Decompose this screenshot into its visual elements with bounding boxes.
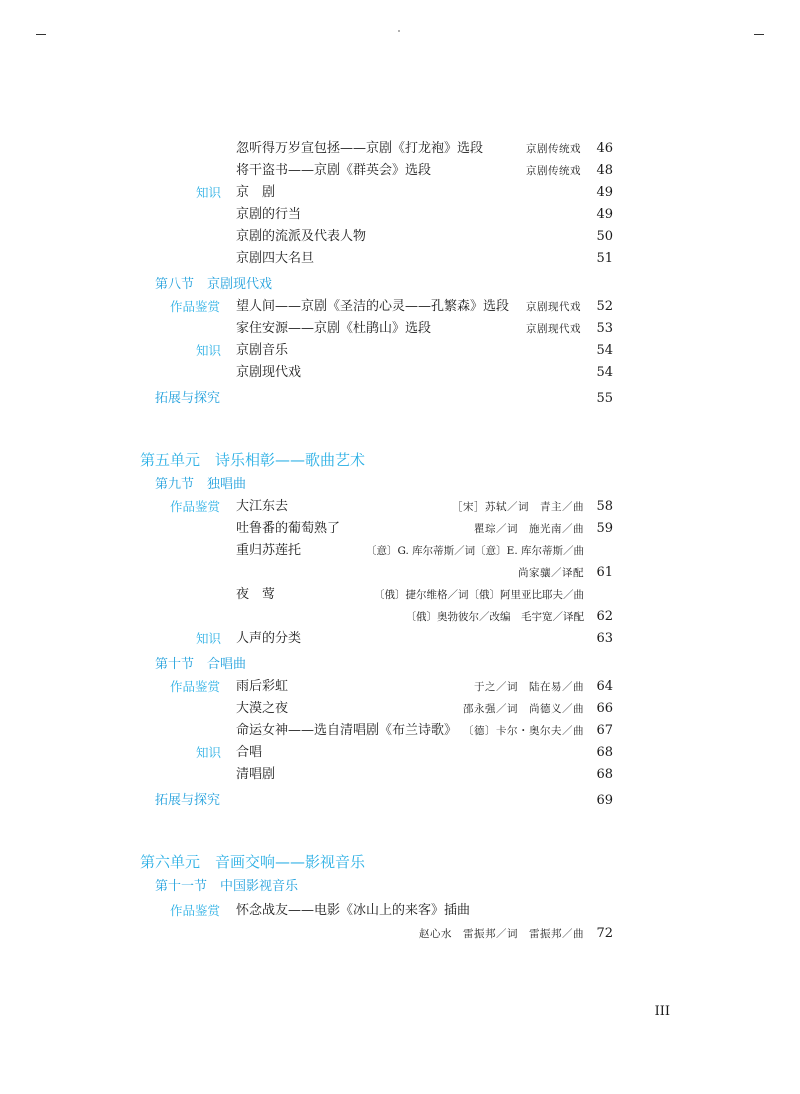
toc-entry-title[interactable]: 雨后彩虹 xyxy=(236,679,289,694)
toc-entry-page[interactable]: 68 xyxy=(596,767,613,782)
section-heading[interactable]: 第十节 合唱曲 xyxy=(155,657,247,672)
toc-entry-title[interactable]: 望人间——京剧《圣洁的心灵——孔繁森》选段 xyxy=(236,299,510,314)
toc-entry-page[interactable]: 69 xyxy=(596,793,613,808)
toc-entry-info: 〔德〕卡尔・奥尔夫／曲 xyxy=(463,725,584,737)
toc-entry-page[interactable]: 61 xyxy=(596,565,613,580)
label-appreciation: 作品鉴赏 xyxy=(170,903,221,918)
toc-entry-title[interactable]: 家住安源——京剧《杜鹃山》选段 xyxy=(236,321,432,336)
explore-heading[interactable]: 拓展与探究 xyxy=(155,391,221,406)
toc-entry-title[interactable]: 将干盗书——京剧《群英会》选段 xyxy=(236,163,432,178)
toc-entry-title[interactable]: 京 剧 xyxy=(236,185,276,200)
unit-heading[interactable]: 第五单元 诗乐相彰——歌曲艺术 xyxy=(140,451,366,469)
toc-entry-page[interactable]: 64 xyxy=(596,679,613,694)
toc-entry-info: 京剧传统戏 xyxy=(526,165,581,177)
toc-entry-page[interactable]: 68 xyxy=(596,745,613,760)
toc-entry-page[interactable]: 53 xyxy=(596,321,613,336)
toc-entry-title[interactable]: 忽听得万岁宣包拯——京剧《打龙袍》选段 xyxy=(236,141,484,156)
toc-entry-title[interactable]: 大漠之夜 xyxy=(236,701,289,716)
explore-heading[interactable]: 拓展与探究 xyxy=(155,793,221,808)
toc-entry-page[interactable]: 67 xyxy=(596,723,613,738)
toc-entry-info-extra: 〔俄〕奥勃彼尔／改编 毛宇宽／译配 xyxy=(405,611,584,623)
crop-mark-right xyxy=(754,34,764,35)
toc-entry-title[interactable]: 京剧音乐 xyxy=(236,343,289,358)
label-knowledge: 知识 xyxy=(196,631,222,646)
toc-entry-page[interactable]: 46 xyxy=(596,141,613,156)
section-heading[interactable]: 第九节 独唱曲 xyxy=(155,477,247,492)
toc-entry-info: 京剧传统戏 xyxy=(526,143,581,155)
toc-entry-page[interactable]: 51 xyxy=(596,251,613,266)
toc-entry-title[interactable]: 京剧现代戏 xyxy=(236,365,302,380)
label-knowledge: 知识 xyxy=(196,745,222,760)
toc-entry-page[interactable]: 49 xyxy=(596,185,613,200)
toc-entry-page[interactable]: 55 xyxy=(596,391,613,406)
label-appreciation: 作品鉴赏 xyxy=(170,679,221,694)
toc-entry-info-extra: 赵心水 雷振邦／词 雷振邦／曲 xyxy=(419,928,584,940)
toc-entry-info: 京剧现代戏 xyxy=(526,323,581,335)
toc-entry-info: 瞿琮／词 施光南／曲 xyxy=(474,523,584,535)
label-appreciation: 作品鉴赏 xyxy=(170,499,221,514)
section-heading[interactable]: 第八节 京剧现代戏 xyxy=(155,277,273,292)
toc-entry-page[interactable]: 52 xyxy=(596,299,613,314)
toc-entry-page[interactable]: 72 xyxy=(596,926,613,941)
crop-mark-left xyxy=(36,34,46,35)
toc-entry-title[interactable]: 清唱剧 xyxy=(236,767,276,782)
label-knowledge: 知识 xyxy=(196,343,222,358)
toc-entry-info: 〔意〕G. 库尔蒂斯／词〔意〕E. 库尔蒂斯／曲 xyxy=(365,545,584,557)
toc-entry-info: 〔俄〕捷尔维格／词〔俄〕阿里亚比耶夫／曲 xyxy=(374,589,584,601)
toc-entry-title[interactable]: 合唱 xyxy=(236,745,263,760)
toc-entry-info: 邵永强／词 尚德义／曲 xyxy=(463,703,584,715)
toc-entry-title[interactable]: 京剧的行当 xyxy=(236,207,302,222)
toc-entry-info: ［宋］苏轼／词 青主／曲 xyxy=(452,501,584,513)
toc-entry-page[interactable]: 49 xyxy=(596,207,613,222)
crop-mark-center xyxy=(398,30,400,32)
toc-entry-page[interactable]: 54 xyxy=(596,343,613,358)
toc-entry-info-extra: 尚家骧／译配 xyxy=(518,567,584,579)
toc-entry-page[interactable]: 58 xyxy=(596,499,613,514)
toc-entry-title[interactable]: 京剧的流派及代表人物 xyxy=(236,229,367,244)
toc-entry-title[interactable]: 吐鲁番的葡萄熟了 xyxy=(236,521,341,536)
toc-entry-page[interactable]: 66 xyxy=(596,701,613,716)
toc-entry-page[interactable]: 59 xyxy=(596,521,613,536)
toc-entry-title[interactable]: 命运女神——选自清唱剧《布兰诗歌》 xyxy=(236,723,458,738)
section-heading[interactable]: 第十一节 中国影视音乐 xyxy=(155,879,299,894)
unit-heading[interactable]: 第六单元 音画交响——影视音乐 xyxy=(140,853,366,871)
toc-entry-title[interactable]: 夜 莺 xyxy=(236,587,276,602)
toc-entry-page[interactable]: 50 xyxy=(596,229,613,244)
toc-entry-title[interactable]: 大江东去 xyxy=(236,499,289,514)
label-appreciation: 作品鉴赏 xyxy=(170,299,221,314)
page-number: III xyxy=(654,1004,670,1019)
toc-entry-page[interactable]: 48 xyxy=(596,163,613,178)
label-knowledge: 知识 xyxy=(196,185,222,200)
toc-entry-title[interactable]: 人声的分类 xyxy=(236,631,302,646)
toc-entry-title[interactable]: 怀念战友——电影《冰山上的来客》插曲 xyxy=(236,903,471,918)
toc-entry-title[interactable]: 京剧四大名旦 xyxy=(236,251,315,266)
toc-entry-title[interactable]: 重归苏莲托 xyxy=(236,543,302,558)
toc-entry-page[interactable]: 63 xyxy=(596,631,613,646)
toc-entry-info: 京剧现代戏 xyxy=(526,301,581,313)
toc-entry-page[interactable]: 62 xyxy=(596,609,613,624)
toc-entry-info: 于之／词 陆在易／曲 xyxy=(474,681,584,693)
toc-entry-page[interactable]: 54 xyxy=(596,365,613,380)
